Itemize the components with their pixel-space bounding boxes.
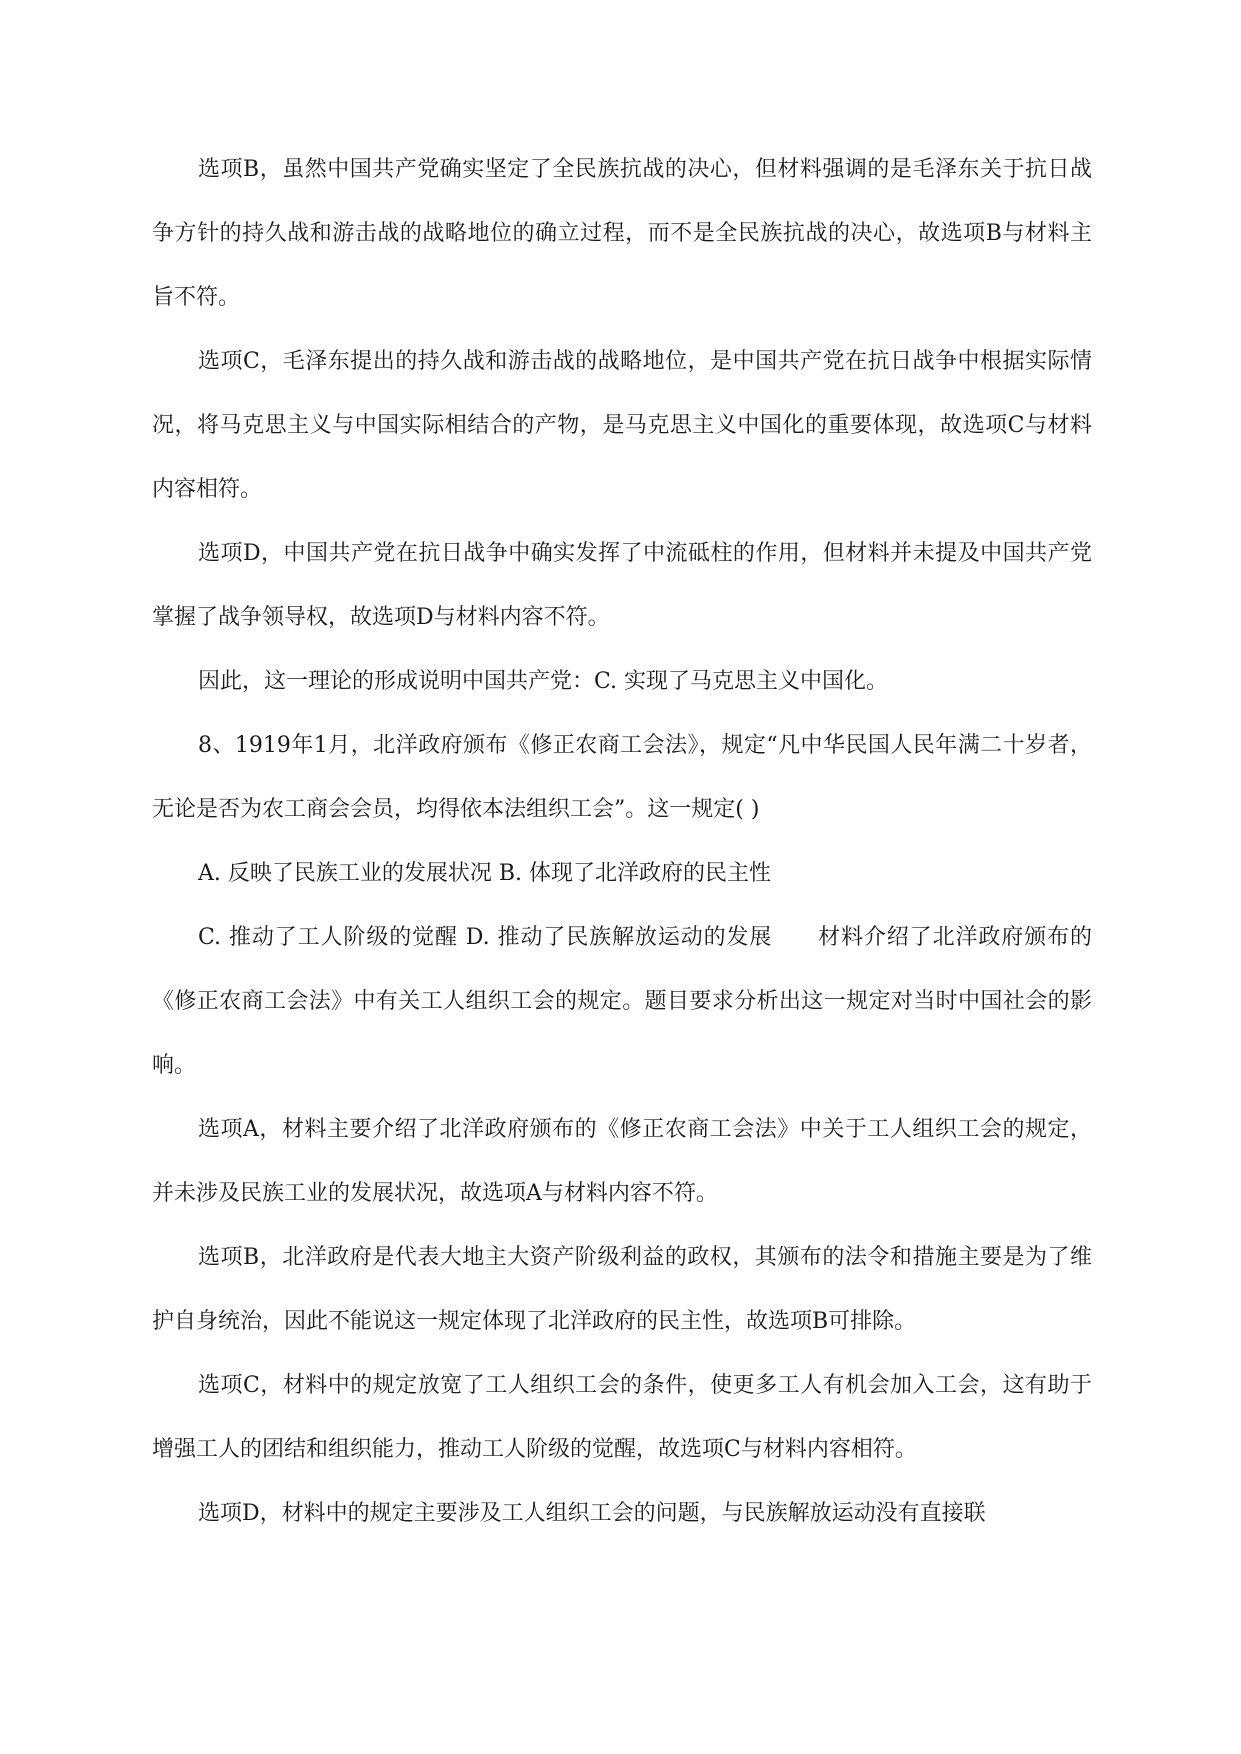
paragraph-option-d-analysis: 选项D，中国共产党在抗日战争中确实发挥了中流砥柱的作用，但材料并未提及中国共产党掌握了战争领导权，故选项D与材料内容不符。 xyxy=(152,541,1092,630)
paragraph-question-8: 8、1919年1月，北洋政府颁布《修正农商工会法》，规定“凡中华民国人民年满二十岁者，无论是否为农工商会会员，均得依本法组织工会”。这一规定( ) xyxy=(152,733,1092,822)
paragraph-option-c-analysis: 选项C，毛泽东提出的持久战和游击战的战略地位，是中国共产党在抗日战争中根据实际情况，将马克思主义与中国实际相结合的产物，是马克思主义中国化的重要体现，故选项C与材料内容相符。 xyxy=(152,349,1092,502)
paragraph-options-a-b: A. 反映了民族工业的发展状况 B. 体现了北洋政府的民主性 xyxy=(198,861,772,886)
paragraph-q8-option-d: 选项D，材料中的规定主要涉及工人组织工会的问题，与民族解放运动没有直接联 xyxy=(198,1501,986,1526)
paragraph-conclusion: 因此，这一理论的形成说明中国共产党：C. 实现了马克思主义中国化。 xyxy=(198,669,889,694)
paragraph-options-c-d-analysis: C. 推动了工人阶级的觉醒 D. 推动了民族解放运动的发展 材料介绍了北洋政府颁布的《修正农商工会法》中有关工人组织工会的规定。题目要求分析出这一规定对当时中国社会的影响。 xyxy=(152,925,1092,1078)
paragraph-option-b-analysis: 选项B，虽然中国共产党确实坚定了全民族抗战的决心，但材料强调的是毛泽东关于抗日战争方针的持久战和游击战的战略地位的确立过程，而不是全民族抗战的决心，故选项B与材料主旨不符。 xyxy=(152,157,1092,310)
document-body xyxy=(152,138,1092,1546)
paragraph-q8-option-c: 选项C，材料中的规定放宽了工人组织工会的条件，使更多工人有机会加入工会，这有助于增强工人的团结和组织能力，推动工人阶级的觉醒，故选项C与材料内容相符。 xyxy=(152,1373,1092,1462)
paragraph-q8-option-a: 选项A，材料主要介绍了北洋政府颁布的《修正农商工会法》中关于工人组织工会的规定，并未涉及民族工业的发展状况，故选项A与材料内容不符。 xyxy=(152,1117,1092,1206)
paragraph-q8-option-b: 选项B，北洋政府是代表大地主大资产阶级利益的政权，其颁布的法令和措施主要是为了维护自身统治，因此不能说这一规定体现了北洋政府的民主性，故选项B可排除。 xyxy=(152,1245,1092,1334)
